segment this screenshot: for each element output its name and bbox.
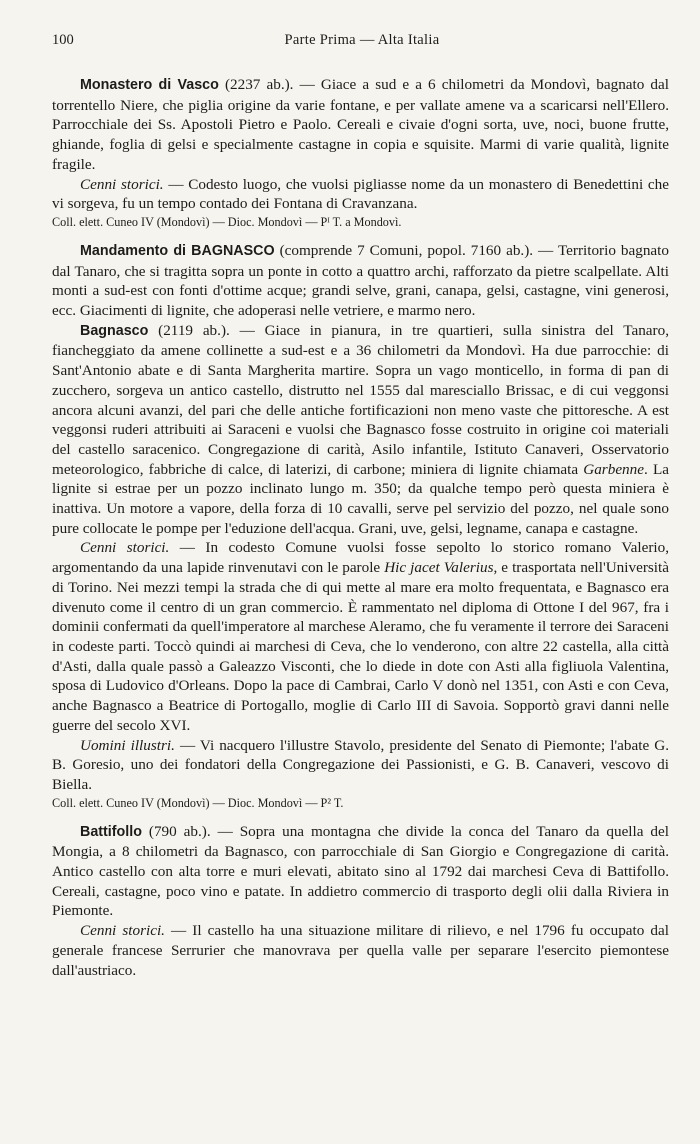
page-body	[52, 75, 669, 980]
historical-notes-text: — In codesto Comune vuolsi fosse sepolto lo storico romano Valerio, argomentando da una lapide rinvenutavi con le parole	[52, 539, 669, 577]
entry-monastero-di-vasco	[52, 75, 669, 231]
entry-battifollo	[52, 822, 669, 981]
electoral-college-line: Coll. elett. Cuneo IV (Mondovì) — Dioc. Mondovì — P² T.	[52, 795, 344, 810]
entry-text: (790 ab.). — Sopra una montagna che divide la conca del Tanaro da quella del Mongia, a 8 chilometri da Bagnasco, con parrocchiale di San Giorgio e Congregazione di carità. Antico castello con alta torre e muri elevati, abitato sino al 1792 dai marchesi Ceva di Battifollo. Cereali, castagne, poco vino e patate. In addietro commercio di trasporto degli olii dalla Riviera in Piemonte.	[52, 822, 669, 920]
entry-title: Monastero di Vasco	[80, 77, 219, 93]
entry-text: (comprende 7 Comuni, popol. 7160 ab.). — Territorio bagnato dal Tanaro, che si tragitta sopra un ponte in cotto a quattro archi, rafforzato da pietre scalpellate. Alti monti a sud-est con fonti d'ottime acque; grandi selve, grani, canapa, gelsi, castagne, vini generosi, ecc. Giacimenti di lignite, che adoperasi nelle vetriere, e marmo nero.	[52, 241, 669, 320]
entry-text: (2237 ab.). — Giace a sud e a 6 chilometri da Mondovì, bagnato dal torrentello Niere, che piglia origine da varie fontane, e per vallate amene va a scaricarsi nell'Ellero. Parrocchiale dei Ss. Apostoli Pietro e Paolo. Cereali e civaie d'ogni sorta, uve, noci, buone frutte, ghiande, foglia di gelsi e specialmente castagne in copia e squisite. Marmi di varie qualità, lignite fragile.	[52, 76, 669, 173]
inscription-quote: Hic jacet Valerius	[384, 559, 494, 577]
notable-people	[52, 736, 669, 795]
entry-text: (2119 ab.). — Giace in pianura, in tre quartieri, sulla sinistra del Tanaro, fiancheggiato da amene collinette a sud-est e a 36 chilometri da Mondovì. Ha due parrocchie: di Sant'Antonio abate e di Santa Margherita martire. Sopra un vago monticello, in forma di pan di zucchero, sorgeva un antico castello, distrutto nel 1555 dal maresciallo Brissac, e di cui veggonsi ancora alcuni avanzi, del pari che delle antiche fortificazioni non meno vaste che pittoresche. A est veggonsi ruderi attribuiti ai Saraceni e vuolsi che Bagnasco fosse costruito in origine coi materiali del castello saracenico. Congregazione di carità, Asilo infantile, Istituto Canaveri, Osservatorio meteorologico, fabbriche di calce, di laterizi, di carbone; miniera di lignite chiamata	[52, 321, 669, 478]
page-header	[52, 32, 672, 52]
running-title: Parte Prima — Alta Italia	[284, 32, 440, 48]
entry-paragraph	[52, 75, 669, 175]
electoral-college-line: Coll. elett. Cuneo IV (Mondovì) — Dioc. Mondovì — Pᴵ T. a Mondovì.	[52, 214, 402, 229]
historical-notes-text: — Il castello ha una situazione militare di rilievo, e nel 1796 fu occupato dal generale francese Serrurier che manovrava per quella valle per separare l'esercito piemontese dall'austriaco.	[52, 922, 669, 979]
entry-paragraph	[52, 321, 669, 539]
entry-title: Mandamento di BAGNASCO	[80, 242, 275, 259]
notable-people-text: — Vi nacquero l'illustre Stavolo, presidente del Senato di Piemonte; l'abate G. B. Goresio, uno dei fondatori della Congregazione dei Passionisti, e G. B. Canaveri, vescovo di Biella.	[52, 736, 669, 793]
entry-text-continued: . La lignite si estrae per un pozzo inclinato lungo m. 350; da qualche tempo però questa miniera è inattiva. Un motore a vapore, della forza di 10 cavalli, serve pel servizio del pozzo, nel quale sono pure collocate le pompe per l'eduzione dell'acqua. Grani, uve, gelsi, legname, canapa e castagne.	[52, 460, 669, 537]
historical-notes-text-continued: , e trasportata nell'Università di Torino. Nei mezzi tempi la strada che di qui mette al mare era molto frequentata, e Bagnasco era divenuto come il centro di un gran commercio. È rammentato nel diploma di Ottone I del 967, fra i dominii confermati da quell'imperatore al marchese Aleramo, che fu veramente il terrore dei Saraceni in codeste parti. Toccò quindi ai marchesi di Ceva, che lo venderono, con altre 22 castella, alla città d'Asti, dalla quale passò a Galeazzo Visconti, che lo diede in dote con Asti alla figliuola Valentina, sposa di Ludovico d'Orleans. Dopo la pace di Cambrai, Carlo V donò nel 1351, con Asti e con Ceva, anche Bagnasco a Beatrice di Portogallo, moglie di Carlo III di Savoia. Sopportò gravi danni nelle guerre del secolo XVI.	[52, 559, 669, 734]
entry-paragraph	[52, 241, 669, 321]
historical-notes-text: — Codesto luogo, che vuolsi pigliasse nome da un monastero di Benedettini che vi sorgeva, fu un tempo contado dei Fontana di Cravanzana.	[52, 175, 669, 213]
entry-mandamento-di-bagnasco	[52, 241, 669, 321]
historical-notes-label: Cenni storici.	[80, 175, 164, 193]
historical-notes	[52, 175, 669, 214]
historical-notes-label: Cenni storici.	[80, 922, 165, 940]
historical-notes	[52, 538, 669, 735]
historical-notes	[52, 921, 669, 980]
entry-title: Bagnasco	[80, 322, 149, 339]
entry-paragraph	[52, 822, 669, 922]
entry-title: Battifollo	[80, 823, 142, 840]
mine-name: Garbenne	[583, 460, 644, 478]
entry-bagnasco	[52, 321, 669, 812]
notable-people-label: Uomini illustri.	[80, 736, 175, 754]
page-number: 100	[52, 32, 74, 48]
historical-notes-label: Cenni storici.	[80, 539, 170, 557]
